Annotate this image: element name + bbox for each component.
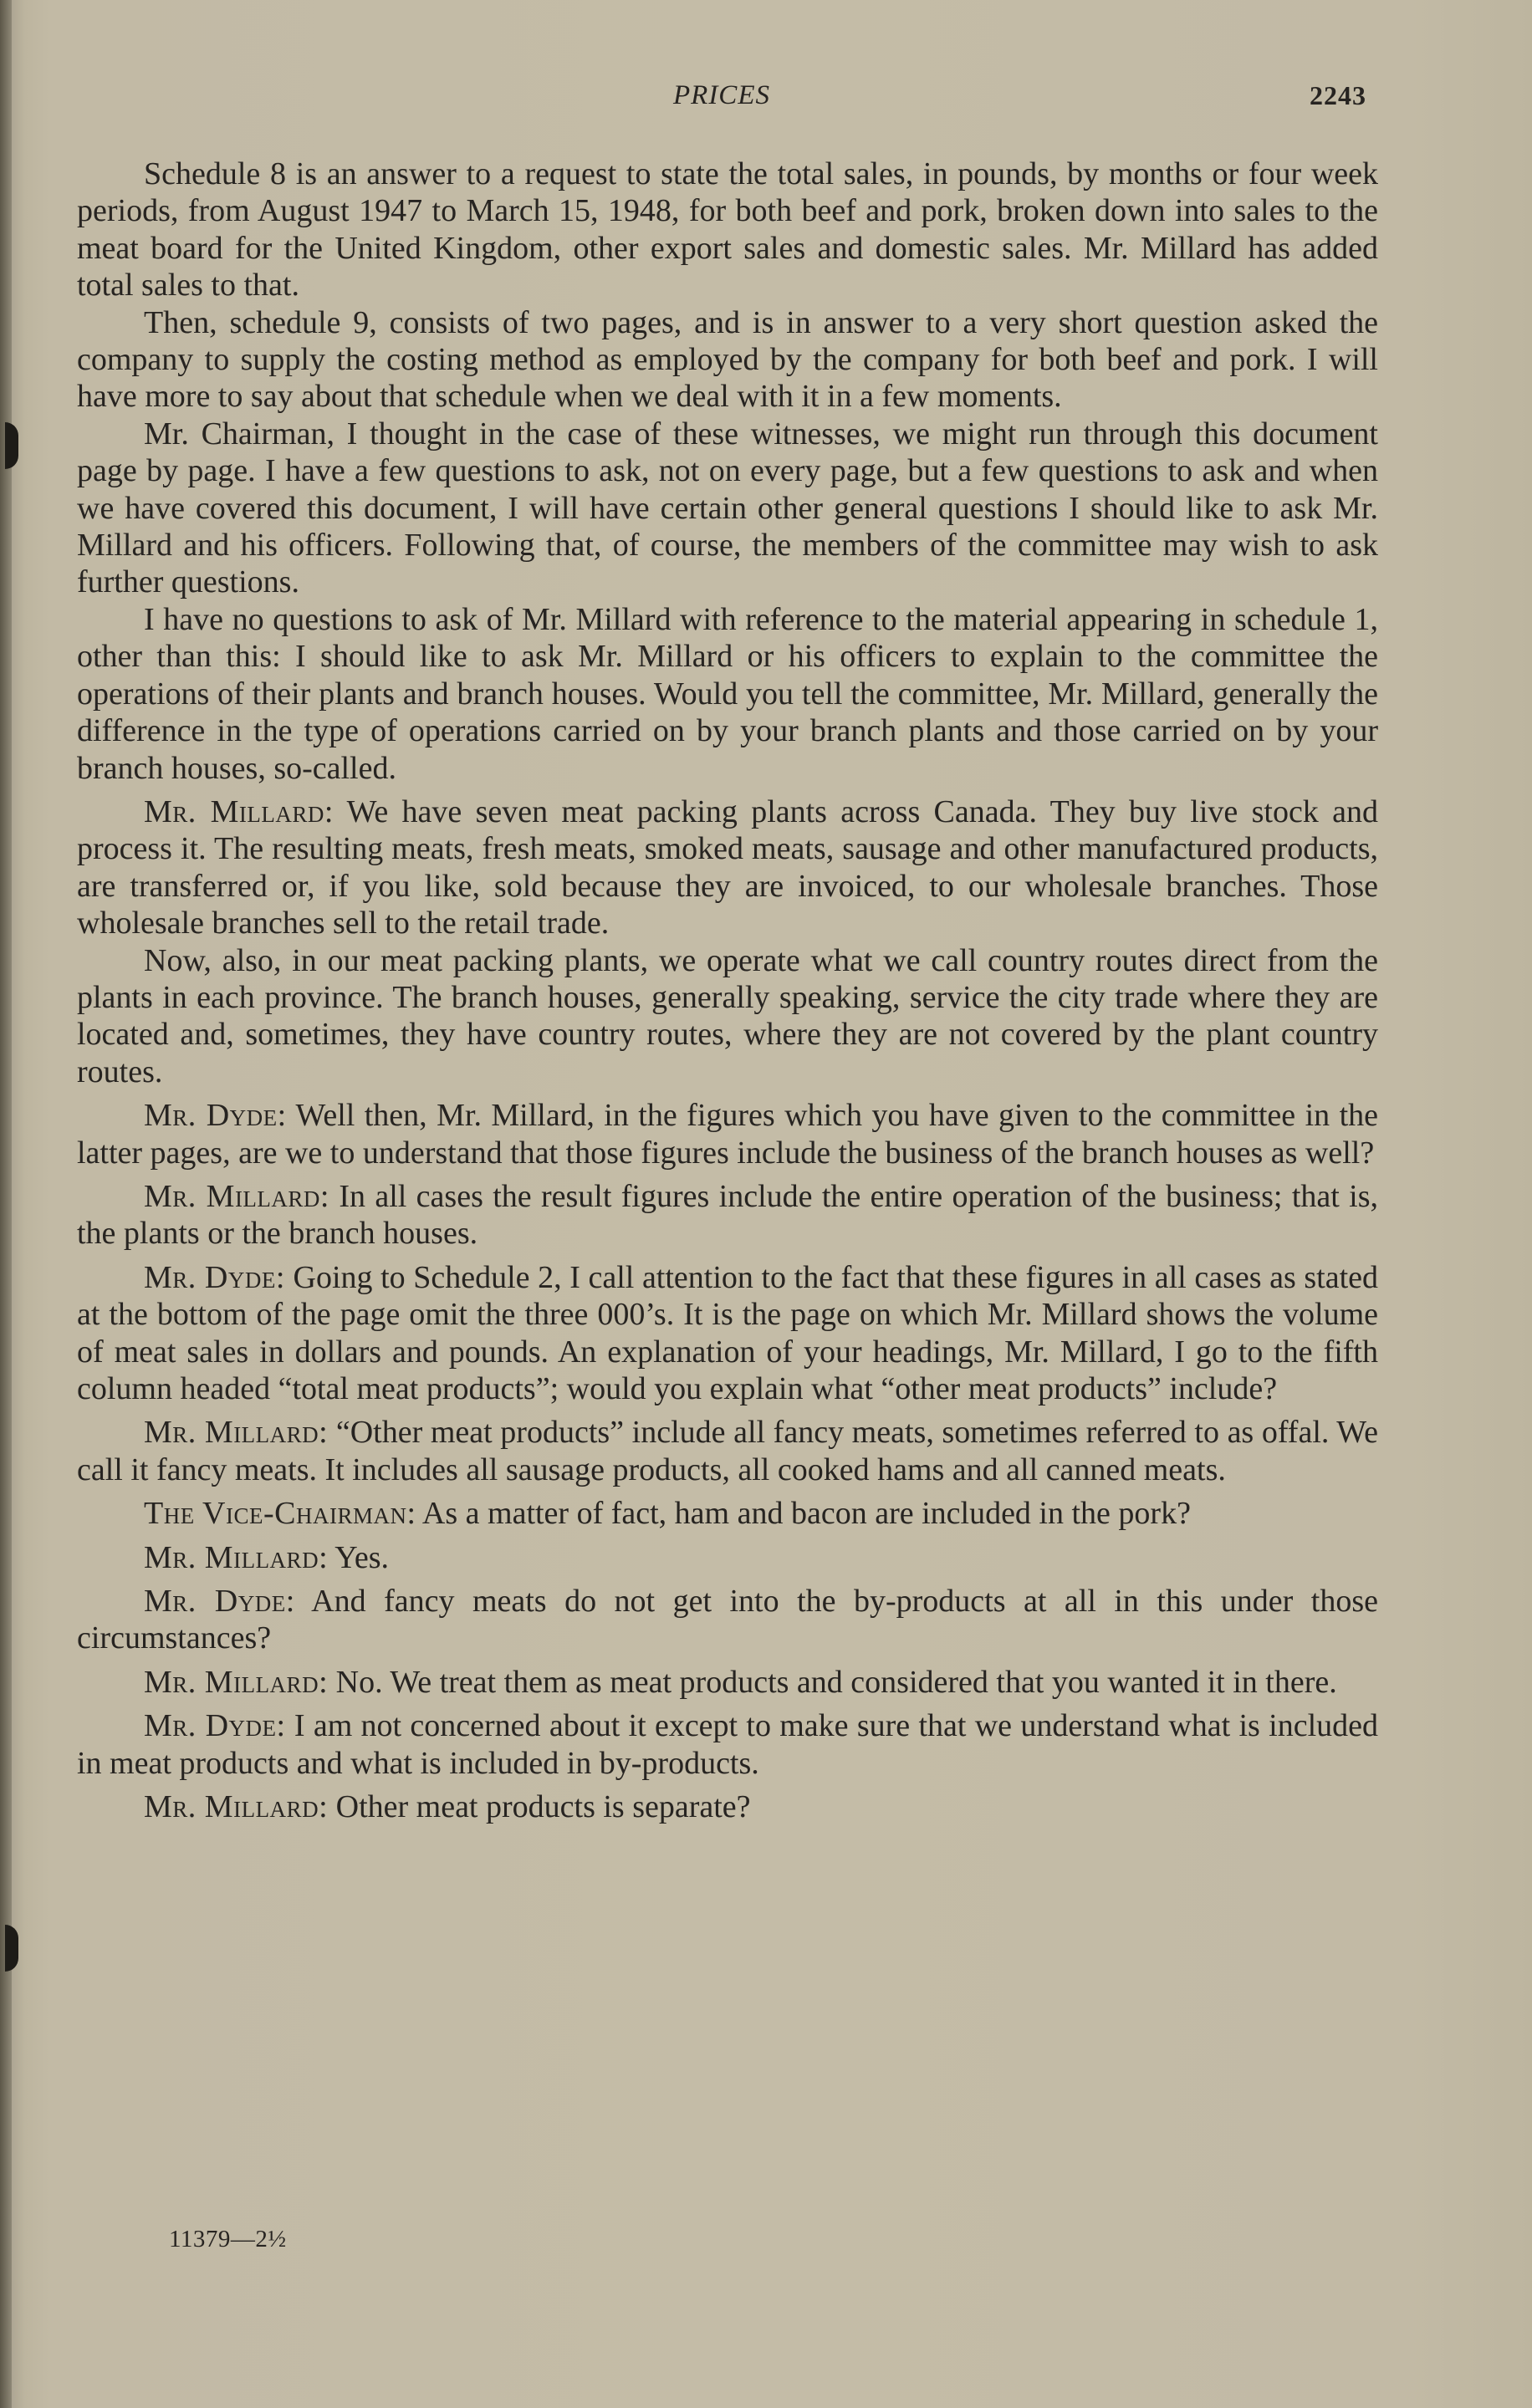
- paragraph-text: Mr. Chairman, I thought in the case of these witnesses, we might run through this document page by page. I have a few questions to ask, not on every page, but a few questions to ask and when we have covered this document, I will have certain other general questions I should like to ask Mr. Millard and his officers. Following that, of course, the members of the committee may wish to ask further questions.: [77, 416, 1378, 600]
- binding-hole-lower: [5, 1925, 18, 1972]
- paragraph: [77, 156, 1378, 304]
- footer-signature-code: 11379—2½: [169, 2226, 287, 2252]
- paragraph-text: I am not concerned about it except to make sure that we understand what is included in meat products and what is included in by-products.: [77, 1708, 1378, 1781]
- paragraph-text: And fancy meats do not get into the by-products at all in this under those circumstances?: [77, 1584, 1379, 1656]
- paragraph: [77, 304, 1378, 416]
- paragraph: [77, 1495, 1378, 1532]
- speaker-label: Mr. Millard:: [144, 1415, 329, 1451]
- running-title: PRICES: [673, 80, 770, 110]
- paragraph-text: Then, schedule 9, consists of two pages, and is in answer to a very short question asked the company to supply the costing method as employed by the company for both beef and pork. I will have more to say about that schedule when we deal with it in a few moments.: [77, 304, 1378, 415]
- speaker-label: Mr. Millard:: [144, 793, 334, 829]
- paragraph: [77, 1178, 1378, 1252]
- speaker-label: Mr. Millard:: [144, 1789, 329, 1825]
- speaker-label: Mr. Dyde:: [144, 1259, 285, 1295]
- speaker-label: Mr. Dyde:: [144, 1584, 295, 1620]
- paragraph-text: I have no questions to ask of Mr. Millard with reference to the material appearing in schedule 1, other than this: I should like to ask Mr. Millard or his officers to explain to the committee the operations of their plants and branch houses. Would you tell the committee, Mr. Millard, generally the difference in the type of operations carried on by your branch plants and those carried on by your branch houses, so-called.: [77, 601, 1378, 786]
- page-header: [0, 80, 1532, 124]
- page-number: 2243: [1310, 80, 1366, 110]
- paragraph-text: “Other meat products” include all fancy meats, sometimes referred to as offal. We call it fancy meats. It includes all sausage products, all cooked hams and all canned meats.: [77, 1415, 1378, 1487]
- paragraph: [77, 942, 1378, 1091]
- paragraph: [77, 1414, 1378, 1488]
- paragraph: [77, 1664, 1378, 1701]
- paragraph: [77, 1707, 1378, 1782]
- speaker-label: Mr. Millard:: [144, 1178, 329, 1214]
- speaker-label: The Vice-Chairman:: [144, 1496, 416, 1532]
- paragraph-text: Other meat products is separate?: [335, 1789, 751, 1825]
- paragraph-text: Well then, Mr. Millard, in the figures which you have given to the committee in the latter pages, are we to understand that those figures include the business of the branch houses as well?: [77, 1098, 1378, 1171]
- paragraph-text: In all cases the result figures include the entire operation of the business; that is, the plants or the branch houses.: [77, 1178, 1378, 1252]
- speaker-label: Mr. Millard:: [144, 1539, 329, 1575]
- paragraph: [77, 1259, 1378, 1408]
- speaker-label: Mr. Dyde:: [144, 1708, 286, 1744]
- paragraph: [77, 1097, 1378, 1171]
- paragraph: [77, 1788, 1378, 1825]
- speaker-label: Mr. Millard:: [144, 1664, 329, 1700]
- paragraph: [77, 1539, 1378, 1576]
- paragraph-text: Schedule 8 is an answer to a request to state the total sales, in pounds, by months or four week periods, from August 1947 to March 15, 1948, for both beef and pork, broken down into sales to the meat board for the United Kingdom, other export sales and domestic sales. Mr. Millard has added total sales to that.: [77, 156, 1378, 304]
- speaker-label: Mr. Dyde:: [144, 1098, 287, 1134]
- paragraph-text: As a matter of fact, ham and bacon are included in the pork?: [421, 1496, 1191, 1532]
- paragraph-text: Now, also, in our meat packing plants, we operate what we call country routes direct from the plants in each province. The branch houses, generally speaking, service the city trade where they are located and, sometimes, they have country routes, where they are not covered by the plant country routes.: [77, 942, 1378, 1089]
- paragraph: [77, 793, 1378, 942]
- binding-spine: [0, 0, 12, 2408]
- paragraph-text: Going to Schedule 2, I call attention to the fact that these figures in all cases as stated at the bottom of the page omit the three 000’s. It is the page on which Mr. Millard shows the volume of meat sales in dollars and pounds. An explanation of your headings, Mr. Millard, I go to the fifth column headed “total meat products”; would you explain what “other meat products” include?: [77, 1259, 1378, 1406]
- paragraph: [77, 1583, 1378, 1657]
- body-text: [77, 156, 1378, 1825]
- paragraph-text: No. We treat them as meat products and considered that you wanted it in there.: [335, 1664, 1337, 1700]
- paragraph: [77, 601, 1378, 787]
- paragraph: [77, 416, 1378, 601]
- paragraph-text: Yes.: [334, 1539, 390, 1575]
- binding-hole-upper: [5, 422, 18, 469]
- paragraph-text: We have seven meat packing plants across Canada. They buy live stock and process it. The resulting meats, fresh meats, smoked meats, sausage and other manufactured products, are transferred or, if you like, sold because they are invoiced, to our wholesale branches. Those wholesale branches sell to the retail trade.: [77, 793, 1378, 941]
